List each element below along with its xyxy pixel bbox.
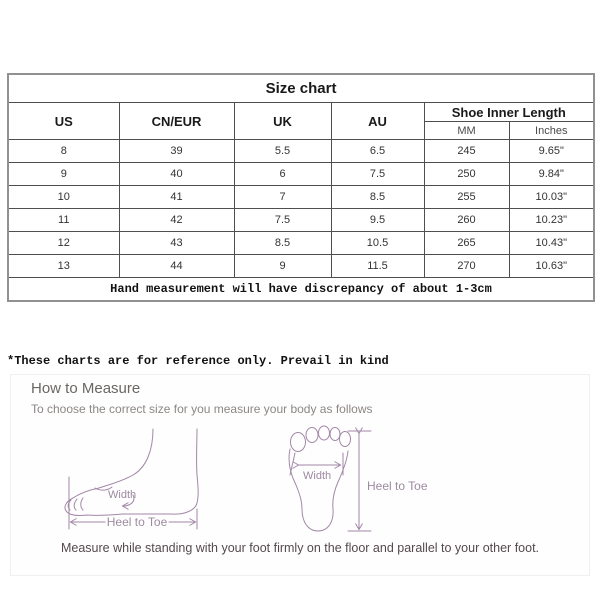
col-header-us: US (8, 103, 119, 140)
size-chart-table (7, 73, 595, 302)
cell-inches: 10.03" (509, 186, 594, 209)
foot-sole-outline (289, 449, 348, 531)
table-row (8, 140, 594, 163)
table-row (8, 209, 594, 232)
cell-au: 10.5 (331, 232, 424, 255)
how-to-measure-title: How to Measure (31, 380, 141, 397)
col-header-inches: Inches (509, 122, 594, 140)
measure-instruction-footer: Measure while standing with your foot firmly on the floor and parallel to your other foot. (60, 541, 540, 555)
cell-au: 6.5 (331, 140, 424, 163)
foot-top-view-diagram (289, 426, 428, 531)
cell-au: 11.5 (331, 255, 424, 278)
cell-cn-eur: 41 (119, 186, 234, 209)
big-toe (291, 433, 306, 452)
cell-uk: 9 (234, 255, 331, 278)
side-heel-toe-label: Heel to Toe (106, 515, 168, 529)
foot-measure-diagram (11, 419, 589, 539)
foot-side-outline (65, 429, 198, 516)
cell-cn-eur: 44 (119, 255, 234, 278)
col-header-inner-length: Shoe Inner Length (424, 103, 594, 122)
cell-inches: 10.63" (509, 255, 594, 278)
cell-us: 11 (8, 209, 119, 232)
cell-cn-eur: 39 (119, 140, 234, 163)
foot-side-view-diagram (65, 429, 198, 529)
cell-cn-eur: 42 (119, 209, 234, 232)
table-row (8, 255, 594, 278)
col-header-mm: MM (424, 122, 509, 140)
cell-us: 12 (8, 232, 119, 255)
top-width-label: Width (303, 470, 332, 482)
size-chart-note-row (8, 278, 594, 302)
table-row (8, 163, 594, 186)
cell-mm: 260 (424, 209, 509, 232)
cell-mm: 245 (424, 140, 509, 163)
cell-us: 9 (8, 163, 119, 186)
top-width-tick-left (290, 453, 295, 475)
cell-us: 10 (8, 186, 119, 209)
how-to-measure-panel (10, 374, 590, 576)
cell-uk: 8.5 (234, 232, 331, 255)
cell-cn-eur: 40 (119, 163, 234, 186)
fifth-toe (340, 432, 351, 447)
measurement-discrepancy-note: Hand measurement will have discrepancy of about 1-3cm (8, 278, 594, 302)
size-chart-header-row (8, 103, 594, 122)
cell-us: 8 (8, 140, 119, 163)
side-width-label: Width (108, 489, 137, 501)
col-header-uk: UK (234, 103, 331, 140)
table-row (8, 186, 594, 209)
reference-disclaimer: *These charts are for reference only. Prevail in kind (7, 354, 389, 368)
cell-inches: 9.65" (509, 140, 594, 163)
cell-au: 9.5 (331, 209, 424, 232)
size-chart-title-row (8, 74, 594, 103)
cell-inches: 10.23" (509, 209, 594, 232)
cell-uk: 6 (234, 163, 331, 186)
second-toe (306, 428, 318, 443)
cell-inches: 10.43" (509, 232, 594, 255)
how-to-measure-subtitle: To choose the correct size for you measure your body as follows (31, 402, 373, 416)
col-header-cn-eur: CN/EUR (119, 103, 234, 140)
cell-au: 7.5 (331, 163, 424, 186)
cell-mm: 255 (424, 186, 509, 209)
fourth-toe (330, 428, 340, 441)
cell-au: 8.5 (331, 186, 424, 209)
size-chart-title: Size chart (8, 74, 594, 103)
col-header-au: AU (331, 103, 424, 140)
table-row (8, 232, 594, 255)
cell-inches: 9.84" (509, 163, 594, 186)
cell-us: 13 (8, 255, 119, 278)
cell-uk: 5.5 (234, 140, 331, 163)
cell-cn-eur: 43 (119, 232, 234, 255)
cell-mm: 270 (424, 255, 509, 278)
third-toe (319, 426, 330, 440)
cell-uk: 7.5 (234, 209, 331, 232)
cell-uk: 7 (234, 186, 331, 209)
cell-mm: 250 (424, 163, 509, 186)
cell-mm: 265 (424, 232, 509, 255)
top-heel-toe-label: Heel to Toe (367, 479, 428, 493)
